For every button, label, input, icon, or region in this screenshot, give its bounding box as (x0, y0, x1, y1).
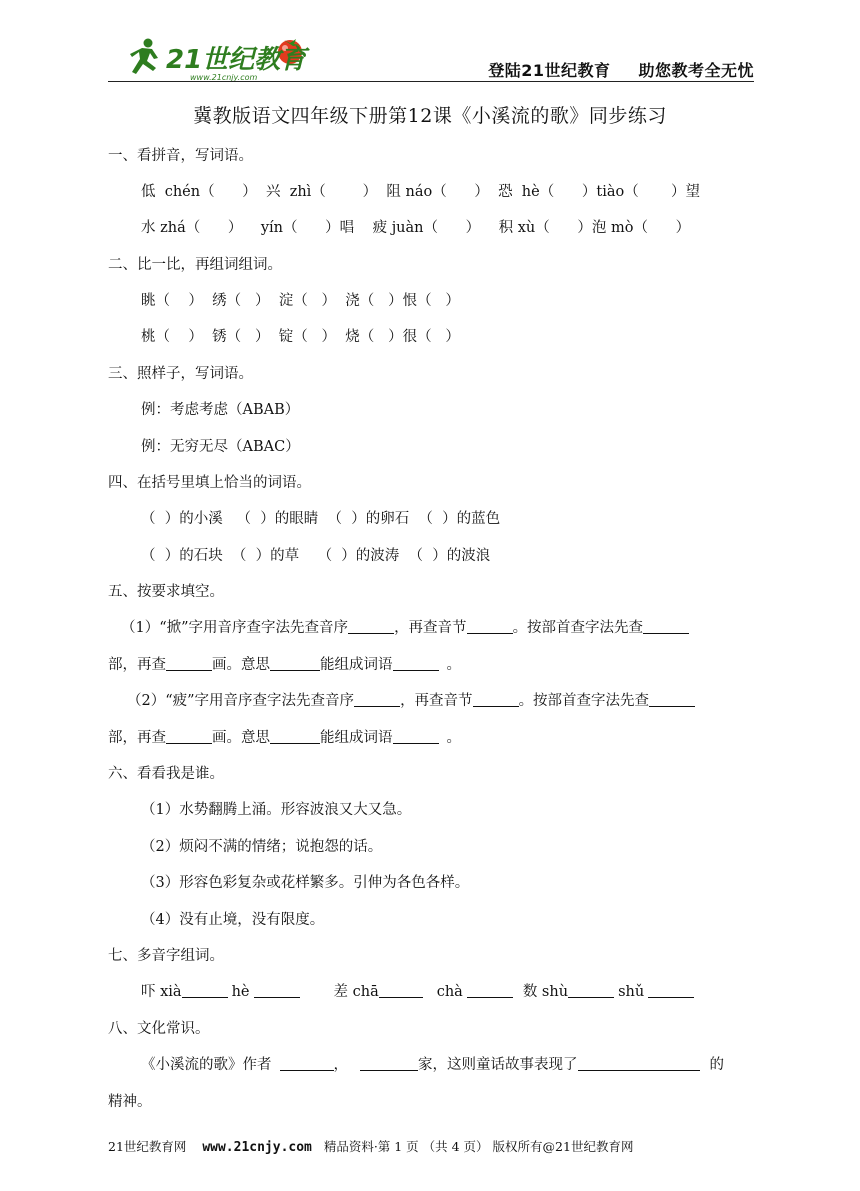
he-label: hè (231, 984, 250, 1000)
q1-text-6: 能组成词语 (320, 657, 393, 673)
section-8-row-1 (141, 1055, 724, 1075)
q2-yisi-blank[interactable] (270, 728, 320, 744)
section-6-item-1: （1）水势翻腾上涌。形容波浪又大又急。 (141, 802, 412, 818)
q1-ciyu-blank[interactable] (393, 655, 439, 671)
q1-text-2: ，再查音节 (394, 620, 467, 636)
q2-ciyu-blank[interactable] (393, 728, 439, 744)
section-6-item-3: （3）形容色彩复杂或花样繁多。引伸为各色各样。 (141, 875, 470, 891)
he-blank[interactable] (254, 982, 300, 998)
s8-text-2: 家，这则童话故事表现了 (418, 1057, 578, 1073)
section-5-q1-line-2 (108, 655, 461, 675)
q1-text-5: 画。意思 (212, 657, 270, 673)
s8-text-3: 的 (709, 1057, 724, 1073)
s8-text-1: 《小溪流的歌》作者 (141, 1057, 272, 1073)
q2-text-2: ，再查音节 (400, 693, 473, 709)
section-8-row-2: 精神。 (108, 1094, 152, 1110)
page-title: 冀教版语文四年级下册第12课《小溪流的歌》同步练习 (193, 105, 667, 127)
q1-hua-blank[interactable] (166, 655, 212, 671)
section-4-heading: 四、在括号里填上恰当的词语。 (108, 475, 311, 491)
section-6-heading: 六、看看我是谁。 (108, 766, 224, 782)
q1-bushou-blank[interactable] (643, 618, 689, 634)
section-3-example-1: 例：考虑考虑（ABAB） (141, 402, 300, 418)
section-4-row-2: （ ）的石块 （ ）的草 （ ）的波涛 （ ）的波浪 (141, 548, 491, 564)
section-1-row-1: 低 chén（ ） 兴 zhì（ ） 阻 náo（ ） 恐 hè（ ）tiào（ ）望 (141, 184, 700, 200)
cha4-label: chà (436, 984, 463, 1000)
shu3-blank[interactable] (648, 982, 694, 998)
slogan-left: 登陆21世纪教育 (488, 61, 611, 80)
spirit-blank[interactable] (578, 1055, 700, 1071)
header-slogan (488, 58, 754, 81)
q1-period: 。 (446, 657, 461, 673)
q1-yinxu-blank[interactable] (348, 618, 394, 634)
section-5-q2-line-1 (127, 691, 695, 711)
section-3-heading: 三、照样子，写词语。 (108, 366, 253, 382)
section-3-example-2: 例：无穷无尽（ABAC） (141, 439, 300, 455)
shu4-blank[interactable] (568, 982, 614, 998)
section-8-heading: 八、文化常识。 (108, 1021, 210, 1037)
xia-label: 吓 xià (141, 984, 182, 1000)
country-blank[interactable] (360, 1055, 418, 1071)
section-5-heading: 五、按要求填空。 (108, 584, 224, 600)
shu4-label: 数 shù (522, 984, 569, 1000)
section-2-heading: 二、比一比，再组词组词。 (108, 257, 282, 273)
q2-text-4: 部，再查 (108, 730, 166, 746)
section-2-row-2: 桃（ ） 锈（ ） 锭（ ） 烧（ ）很（ ） (141, 329, 460, 345)
section-5-q2-line-2 (108, 728, 461, 748)
logo-url: www.21cnjy.com (190, 73, 258, 82)
q2-period: 。 (446, 730, 461, 746)
shu3-label: shǔ (618, 984, 645, 1000)
xia-blank[interactable] (182, 982, 228, 998)
section-1-heading: 一、看拼音，写词语。 (108, 148, 253, 164)
section-5-q1-line-1 (121, 618, 689, 638)
section-7-heading: 七、多音字组词。 (108, 948, 224, 964)
q2-text-6: 能组成词语 (320, 730, 393, 746)
section-4-row-1: （ ）的小溪 （ ）的眼睛 （ ）的卵石 （ ）的蓝色 (141, 511, 501, 527)
q2-hua-blank[interactable] (166, 728, 212, 744)
slogan-right: 助您教考全无忧 (638, 61, 754, 80)
cha1-label: 差 chā (333, 984, 379, 1000)
q1-yisi-blank[interactable] (270, 655, 320, 671)
page-footer (108, 1137, 633, 1155)
header-divider (108, 81, 754, 82)
section-1-row-2: 水 zhá（ ） yín（ ）唱 疲 juàn（ ） 积 xù（ ）泡 mò（ ） (141, 220, 691, 236)
q2-bushou-blank[interactable] (649, 691, 695, 707)
q1-yinjie-blank[interactable] (467, 618, 513, 634)
q1-text-4: 部，再查 (108, 657, 166, 673)
q2-yinxu-blank[interactable] (354, 691, 400, 707)
logo (112, 34, 312, 82)
cha1-blank[interactable] (379, 982, 423, 998)
footer-site: 21世纪教育网 (108, 1139, 187, 1154)
section-2-row-1: 眺（ ） 绣（ ） 淀（ ） 浇（ ）恨（ ） (141, 293, 460, 309)
q1-text-3: 。按部首查字法先查 (512, 620, 644, 636)
q2-text: （2）“疲”字用音序查字法先查音序 (127, 693, 355, 709)
q2-yinjie-blank[interactable] (473, 691, 519, 707)
q2-text-3: 。按部首查字法先查 (518, 693, 650, 709)
q1-text: （1）“掀”字用音序查字法先查音序 (121, 620, 349, 636)
section-6-item-2: （2）烦闷不满的情绪；说抱怨的话。 (141, 839, 383, 855)
q2-text-5: 画。意思 (212, 730, 270, 746)
runner-icon (130, 39, 158, 75)
section-7-row (141, 982, 694, 1002)
s8-comma: ， (333, 1057, 348, 1073)
author-blank[interactable] (280, 1055, 334, 1071)
section-6-item-4: （4）没有止境，没有限度。 (141, 912, 325, 928)
footer-url[interactable]: www.21cnjy.com (202, 1140, 312, 1155)
logo-text: 21世纪教育 (166, 45, 307, 75)
cha4-blank[interactable] (467, 982, 513, 998)
footer-page-info: 精品资料·第 1 页 （共 4 页） 版权所有@21世纪教育网 (323, 1139, 634, 1154)
page-header (108, 28, 754, 82)
